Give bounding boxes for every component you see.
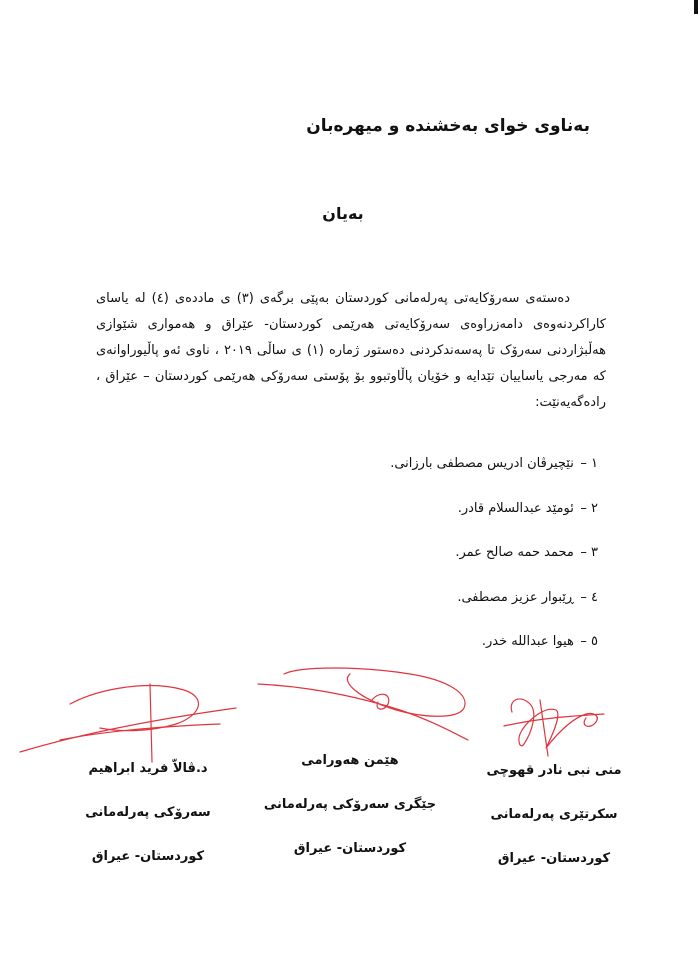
candidate-name: هیوا عبدالله خدر. bbox=[481, 634, 574, 649]
candidate-name: نێچیرڤان ادریس مصطفی بارزانی. bbox=[390, 456, 574, 471]
list-item bbox=[238, 452, 598, 497]
candidate-number: ٤ – bbox=[580, 589, 598, 605]
signatory-position: سکرتێری پەرلەمانی bbox=[490, 807, 618, 822]
signature-left-stroke bbox=[150, 684, 152, 762]
scan-edge-mark bbox=[694, 0, 698, 14]
signature-right-stroke bbox=[511, 699, 597, 748]
signatory-secretary bbox=[454, 760, 654, 892]
candidate-name: محمد حمه صالح عمر. bbox=[455, 545, 574, 560]
candidate-number: ١ – bbox=[580, 456, 598, 471]
signatory-position: جێگری سەرۆکی پەرلەمانی bbox=[263, 797, 437, 812]
list-item bbox=[238, 541, 598, 586]
signatory-name: منی نبی نادر قهوچی bbox=[486, 763, 622, 778]
signatory-name: هێمن هەورامی bbox=[301, 753, 399, 768]
statement-body bbox=[96, 286, 606, 416]
signature-middle-stroke bbox=[284, 668, 465, 716]
candidate-name: ئومێد عبدالسلام قادر. bbox=[457, 500, 574, 516]
signatory-deputy-speaker bbox=[250, 750, 450, 882]
signatory-name: د.ڤالاّ فرید ابراهیم bbox=[88, 761, 208, 776]
document-subtitle bbox=[0, 204, 698, 223]
signatory-country: کوردستان- عیراق bbox=[293, 841, 407, 856]
signature-left-stroke bbox=[70, 686, 198, 731]
signatory-country: کوردستان- عیراق bbox=[497, 851, 611, 866]
document-title: بەناوی خوای بەخشندە و میهرەبان bbox=[306, 116, 590, 136]
candidate-number: ٣ – bbox=[580, 545, 598, 560]
signatory-speaker bbox=[48, 758, 248, 890]
list-item bbox=[238, 586, 598, 631]
statement-paragraph: دەستەی سەرۆکایەتی پەرلەمانی کوردستان بەپێی برگەی (٣) ی ماددەی (٤) لە یاسای کاراکردنەوەی دامەزراوەی سەرۆکایەتی هەرێمی کوردستان- عێراق و هەمواری شێوازی هەڵبژاردنی سەرۆک تا پەسەندکردنی دەستور ژمارە (١) ی ساڵی ٢٠١٩ ، ناوی ئەو پاڵیوراوانەی کە مەرجی یاساییان تێدایە و خۆیان پاڵاوتبوو بۆ پۆستی سەرۆکی هەرێمی کوردستان – عێراق ، رادەگەیەنێت: bbox=[96, 291, 606, 410]
signature-right-stroke bbox=[540, 700, 548, 756]
signatory-position: سەرۆکی پەرلەمانی bbox=[85, 805, 211, 820]
signature-middle-stroke bbox=[258, 684, 468, 740]
candidate-list bbox=[238, 452, 598, 675]
signature-left-stroke bbox=[60, 724, 220, 740]
subtitle-text: بەیان bbox=[322, 204, 364, 223]
signature-right-stroke bbox=[504, 714, 604, 726]
candidate-name: ڕێبوار عزیز مصطفی. bbox=[457, 589, 574, 605]
candidate-number: ٥ – bbox=[580, 634, 598, 649]
candidate-number: ٢ – bbox=[580, 500, 598, 516]
list-item bbox=[238, 497, 598, 542]
signatory-country: کوردستان- عیراق bbox=[91, 849, 205, 864]
